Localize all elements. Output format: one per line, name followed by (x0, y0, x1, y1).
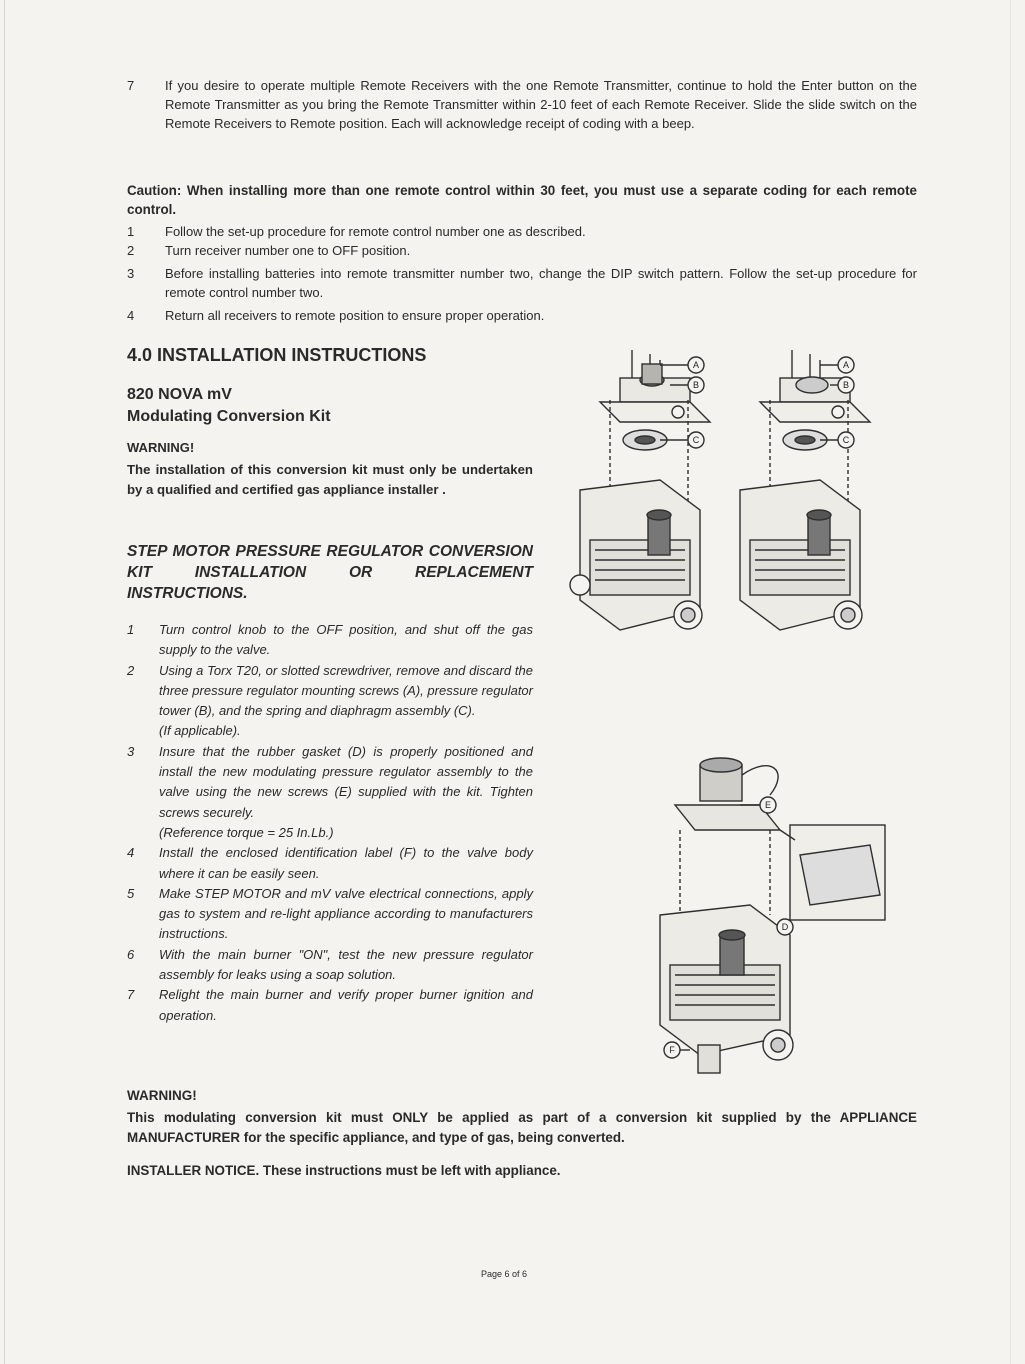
scan-edge-right (1010, 0, 1011, 1364)
installer-notice: INSTALLER NOTICE. These instructions must be left with appliance. (127, 1163, 561, 1178)
callout-e: E (764, 800, 772, 810)
list-item: 2 Using a Torx T20, or slotted screwdriver, remove and discard the three pressure regulator mounting screws (A), pressure regulator tower (B), and the spring and diaphragm assembly (C). (If applicable). (127, 662, 533, 739)
callout-a-right: A (842, 360, 850, 370)
list-item: 3 Insure that the rubber gasket (D) is properly positioned and install the new modulating pressure regulator assembly to the valve using the new screws (E) supplied with the kit. Tighten screws securely. (Reference torque = 25 In.Lb.) (127, 743, 533, 840)
warning-text: The installation of this conversion kit must only be undertaken by a qualified and certified gas appliance installer . (127, 462, 533, 497)
callout-b-left: B (692, 380, 700, 390)
warning-heading: WARNING! (127, 440, 195, 455)
list-item: 7 Relight the main burner and verify proper burner ignition and operation. (127, 987, 533, 1023)
section-title: 4.0 INSTALLATION INSTRUCTIONS (127, 345, 427, 365)
intro-item-text: If you desire to operate multiple Remote Receivers with the one Remote Transmitter, continue to hold the Enter button on the Remote Transmitter as you bring the Remote Transmitter within 2-10 feet of each Remote Receiver. Slide the slide switch on the Remote Receivers to Remote position. Each will acknowledge receipt of coding with a beep. (165, 78, 917, 131)
callout-c-left: C (692, 435, 700, 445)
list-item: 4 Install the enclosed identification label (F) to the valve body where it can be easily seen. (127, 845, 533, 881)
final-warning-heading: WARNING! (127, 1088, 197, 1103)
callout-b-right: B (842, 380, 850, 390)
installation-steps (127, 620, 533, 1026)
list-item: 1 Turn control knob to the OFF position, and shut off the gas supply to the valve. (127, 622, 533, 658)
modulating-regulator-install-diagram (620, 745, 900, 1075)
callout-f: F (669, 1045, 675, 1055)
document-page: 7 If you desire to operate multiple Remote Receivers with the one Remote Transmitter, continue to hold the Enter button on the Remote Transmitter as you bring the Remote Transmitter within 2-10 feet of each Remote Receiver. Slide the slide switch on the Remote Receivers to Remote position. Each will acknowledge receipt of coding with a beep. Caution: When installing more than one remote control within 30 feet, you must use a separate coding for each remote control. 1 Follow the set-up procedure for remote control number one as described. 2 Turn receiver number one to OFF position. 3 Before installing batteries into remote transmitter number two, change the DIP switch pattern. Follow the set-up procedure for remote control number two. 4 Return all receivers to remote position to ensure proper operation. 4.0 INSTALLATION INSTRUCTIONS 820 NOVA mV Modulating Conversion Kit WARNING! The installation of this conversion kit must only be undertaken by a qualified and certified gas appliance installer . STEP MOTOR PRESSURE REGULATOR CONVERSION KIT INSTALLATION OR REPLACEMENT INSTRUCTIONS. 1 Turn control knob to the OFF position, and shut off the gas supply to the valve. 2 Using a Torx T20, or slotted screwdriver, remove and discard the three pressure regulator mounting screws (A), pressure regulator tower (B), and the spring and diaphragm assembly (C). (If applicable). 3 Insure that the rubber gasket (D) is properly positioned and install the new modulating pressure regulator assembly to the valve using the new screws (E) supplied with the kit. Tighten screws securely. (Reference torque = 25 In.Lb.) 4 Install the enclosed identification label (F) to the valve body where it can be easily seen. 5 Make STEP MOTOR and mV valve electrical connections, apply gas to system and re-light appliance according to manufacturers instructions. 6 With the main burner "ON", test the new pressure regulator assembly for leaks using a soap solution. 7 Relight the main burner and verify proper burner ignition and operation. A B C A B C E D F WARNING! This modulating conversion kit must ONLY be applied as part of a conversion kit supplied by the APPLIANCE MANUFACTURER for the specific appliance, and type of gas, being converted. INSTALLER NOTICE. These instructions must be left with appliance. Page 6 of 6 (0, 0, 1025, 1364)
left-valve-illustration (570, 350, 710, 630)
intro-item-number: 7 (127, 78, 135, 93)
steps-heading: STEP MOTOR PRESSURE REGULATOR CONVERSION KIT INSTALLATION OR REPLACEMENT INSTRUCTIONS. (127, 543, 533, 602)
list-item: 6 With the main burner "ON", test the new pressure regulator assembly for leaks using a soap solution. (127, 946, 533, 983)
callout-c-right: C (842, 435, 850, 445)
page-number: Page 6 of 6 (481, 1269, 528, 1279)
callout-a-left: A (692, 360, 700, 370)
caution-text: Caution: When installing more than one remote control within 30 feet, you must use a separate coding for each remote control. (127, 183, 917, 217)
final-warning-text: This modulating conversion kit must ONLY be applied as part of a conversion kit supplied by the APPLIANCE MANUFACTURER for the specific appliance, and type of gas, being converted. (127, 1110, 917, 1145)
scan-edge (4, 0, 5, 1364)
kit-title: 820 NOVA mV Modulating Conversion Kit (127, 386, 331, 425)
callout-d: D (781, 922, 789, 932)
valve-disassembly-diagram (560, 340, 880, 670)
list-item: 5 Make STEP MOTOR and mV valve electrical connections, apply gas to system and re-light appliance according to manufacturers instructions. (127, 885, 533, 942)
